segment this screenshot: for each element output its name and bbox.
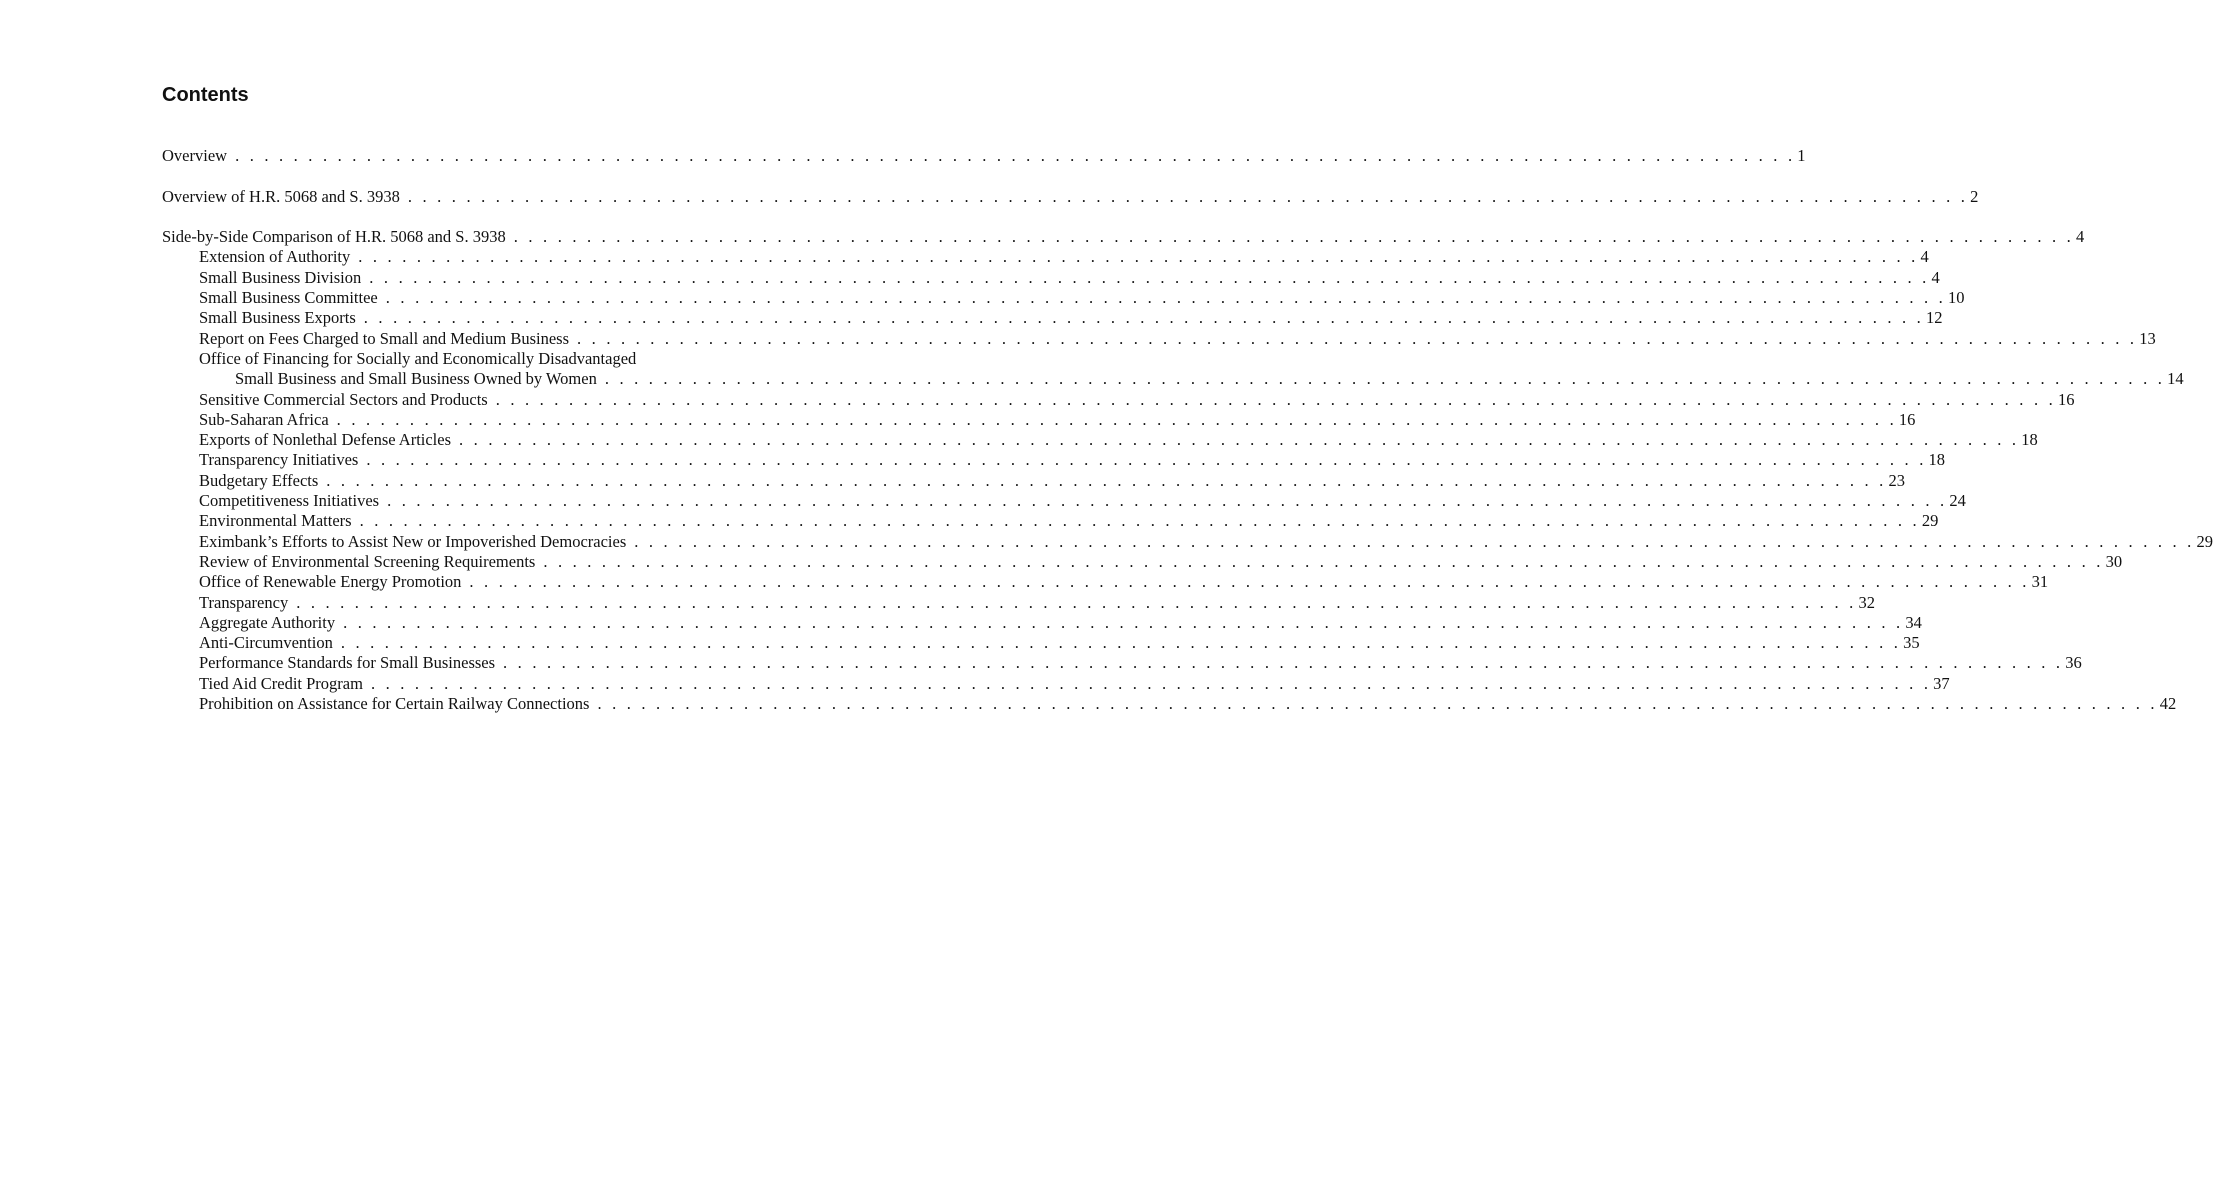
- toc-subentry[interactable]: [162, 328, 2156, 349]
- toc-entry-label: Sensitive Commercial Sectors and Products: [199, 389, 488, 409]
- toc-entry-label: Sub-Saharan Africa: [199, 409, 329, 429]
- toc-entry-label: Overview: [162, 146, 228, 165]
- toc-page-number: 35: [1903, 633, 1920, 653]
- toc-page-number: 34: [1905, 612, 1922, 632]
- dot-leader: . . . . . . . . . . . . . . . . . . . . . . . . . . . . . . . . . . . . . . . . . . . . . . . . . . . . . . . . . . . . . . . . . . . . . . . . . . . . . . . . . . . . . . . . . . . . . . . . . . . . . . . . . . .: [343, 612, 1904, 632]
- toc-entry-label: Office of Renewable Energy Promotion: [199, 572, 462, 592]
- toc-page-number: 1: [1797, 146, 1806, 165]
- toc-page-number: 29: [1921, 511, 1939, 531]
- toc-page-number: 4: [1920, 247, 1929, 267]
- toc-entry-label: Small Business Committee: [199, 288, 378, 308]
- toc-subentry[interactable]: [162, 572, 2049, 592]
- toc-subentry[interactable]: [162, 491, 1966, 511]
- toc-entry-overview-bills[interactable]: [162, 186, 1979, 207]
- toc-page-number: 29: [2196, 531, 2213, 551]
- dot-leader: . . . . . . . . . . . . . . . . . . . . . . . . . . . . . . . . . . . . . . . . . . . . . . . . . . . . . . . . . . . . . . . . . . . . . . . . . . . . . . . . . . . . . . . . . . . . . . . . . . . . . . . . . . .: [513, 227, 2074, 247]
- toc-subentry[interactable]: [162, 511, 1939, 531]
- toc-entry-label: Report on Fees Charged to Small and Medium Business: [199, 328, 570, 348]
- dot-leader: . . . . . . . . . . . . . . . . . . . . . . . . . . . . . . . . . . . . . . . . . . . . . . . . . . . . . . . . . . . . . . . . . . . . . . . . . . . . . . . . . . . . . . . . . . . . . . . . . . . . . . . . . . .: [459, 430, 2020, 450]
- toc-entry-label: Anti-Circumvention: [199, 633, 333, 653]
- dot-leader: . . . . . . . . . . . . . . . . . . . . . . . . . . . . . . . . . . . . . . . . . . . . . . . . . . . . . . . . . . . . . . . . . . . . . . . . . . . . . . . . . . . . . . . . . . . . . . . . . . . . . . . . . . .: [369, 267, 1930, 287]
- dot-leader: . . . . . . . . . . . . . . . . . . . . . . . . . . . . . . . . . . . . . . . . . . . . . . . . . . . . . . . . . . . . . . . . . . . . . . . . . . . . . . . . . . . . . . . . . . . . . . . . . . . . . . . . . . .: [235, 146, 1796, 165]
- dot-leader: . . . . . . . . . . . . . . . . . . . . . . . . . . . . . . . . . . . . . . . . . . . . . . . . . . . . . . . . . . . . . . . . . . . . . . . . . . . . . . . . . . . . . . . . . . . . . . . . . . . . . . . . . . .: [336, 409, 1897, 429]
- toc-entry-label: Budgetary Effects: [199, 470, 319, 490]
- toc-page-number: 14: [2167, 369, 2184, 389]
- dot-leader: . . . . . . . . . . . . . . . . . . . . . . . . . . . . . . . . . . . . . . . . . . . . . . . . . . . . . . . . . . . . . . . . . . . . . . . . . . . . . . . . . . . . . . . . . . . . . . . . . . . . . . . . . . .: [326, 470, 1887, 490]
- toc-entry-label: Prohibition on Assistance for Certain Railway Connections: [199, 694, 590, 714]
- toc-subentry[interactable]: [162, 653, 2082, 673]
- toc-page-number: 12: [1926, 308, 1943, 328]
- toc-subentry[interactable]: [162, 308, 1943, 328]
- toc-page-number: 30: [2105, 551, 2123, 571]
- dot-leader: . . . . . . . . . . . . . . . . . . . . . . . . . . . . . . . . . . . . . . . . . . . . . . . . . . . . . . . . . . . . . . . . . . . . . . . . . . . . . . . . . . . . . . . . . . . . . . . . . . . . . . . . . . .: [634, 531, 2195, 551]
- toc-subentry[interactable]: [162, 450, 1946, 470]
- toc-entry-label: Transparency Initiatives: [199, 450, 359, 470]
- page-title: Contents: [162, 84, 249, 106]
- dot-leader: . . . . . . . . . . . . . . . . . . . . . . . . . . . . . . . . . . . . . . . . . . . . . . . . . . . . . . . . . . . . . . . . . . . . . . . . . . . . . . . . . . . . . . . . . . . . . . . . . . . . . . . . . . .: [503, 653, 2064, 673]
- toc-entry-label: Tied Aid Credit Program: [199, 673, 363, 693]
- dot-leader: . . . . . . . . . . . . . . . . . . . . . . . . . . . . . . . . . . . . . . . . . . . . . . . . . . . . . . . . . . . . . . . . . . . . . . . . . . . . . . . . . . . . . . . . . . . . . . . . . . . . . . . . . . .: [543, 551, 2104, 571]
- toc-subentry[interactable]: [162, 673, 1950, 694]
- toc-subentry-line-2: [162, 369, 2184, 389]
- toc-subentry[interactable]: [162, 470, 1906, 491]
- toc-subentry[interactable]: [162, 694, 2177, 714]
- toc-subentry[interactable]: [162, 551, 2123, 572]
- toc-entry-side-by-side[interactable]: [162, 227, 2085, 247]
- dot-leader: . . . . . . . . . . . . . . . . . . . . . . . . . . . . . . . . . . . . . . . . . . . . . . . . . . . . . . . . . . . . . . . . . . . . . . . . . . . . . . . . . . . . . . . . . . . . . . . . . . . . . . . . . . .: [359, 511, 1920, 531]
- toc-subentry[interactable]: [162, 288, 1965, 308]
- dot-leader: . . . . . . . . . . . . . . . . . . . . . . . . . . . . . . . . . . . . . . . . . . . . . . . . . . . . . . . . . . . . . . . . . . . . . . . . . . . . . . . . . . . . . . . . . . . . . . . . . . . . . . . . . . .: [296, 592, 1857, 612]
- toc-page-number: 10: [1948, 288, 1965, 308]
- dot-leader: . . . . . . . . . . . . . . . . . . . . . . . . . . . . . . . . . . . . . . . . . . . . . . . . . . . . . . . . . . . . . . . . . . . . . . . . . . . . . . . . . . . . . . . . . . . . . . . . . . . . . . . . . . .: [358, 247, 1919, 267]
- toc-entry-overview[interactable]: [162, 146, 1806, 166]
- toc-subentries-group-a: [162, 247, 2156, 348]
- toc-subentry[interactable]: [162, 409, 1916, 430]
- toc-entry-label: Small Business Division: [199, 267, 362, 287]
- toc-subentry[interactable]: [162, 633, 1920, 653]
- toc-entry-label: Competitiveness Initiatives: [199, 491, 380, 511]
- dot-leader: . . . . . . . . . . . . . . . . . . . . . . . . . . . . . . . . . . . . . . . . . . . . . . . . . . . . . . . . . . . . . . . . . . . . . . . . . . . . . . . . . . . . . . . . . . . . . . . . . . . . . . . . . . .: [577, 328, 2138, 348]
- toc-subentry[interactable]: [162, 389, 2075, 410]
- toc-entry-label: Environmental Matters: [199, 511, 352, 531]
- toc-page-number: 16: [1898, 409, 1916, 429]
- toc-subentries-group-b: [162, 389, 2213, 715]
- toc-page-number: 18: [1928, 450, 1946, 470]
- toc-page-number: 13: [2139, 328, 2156, 348]
- toc-page-number: 16: [2057, 389, 2075, 409]
- toc-page-number: 23: [1888, 470, 1906, 490]
- toc-subentry-wrapped[interactable]: [162, 348, 2184, 390]
- table-of-contents: [162, 146, 2213, 714]
- toc-subentry[interactable]: [162, 430, 2038, 450]
- dot-leader: . . . . . . . . . . . . . . . . . . . . . . . . . . . . . . . . . . . . . . . . . . . . . . . . . . . . . . . . . . . . . . . . . . . . . . . . . . . . . . . . . . . . . . . . . . . . . . . . . . . . . . . . . . .: [340, 633, 1902, 653]
- toc-page-number: 4: [2075, 227, 2085, 247]
- toc-subentry[interactable]: [162, 531, 2213, 552]
- toc-page-number: 24: [1949, 491, 1966, 511]
- toc-subentry[interactable]: [162, 267, 1940, 288]
- dot-leader: . . . . . . . . . . . . . . . . . . . . . . . . . . . . . . . . . . . . . . . . . . . . . . . . . . . . . . . . . . . . . . . . . . . . . . . . . . . . . . . . . . . . . . . . . . . . . . . . . . . . . . . . . . .: [604, 369, 2166, 389]
- dot-leader: . . . . . . . . . . . . . . . . . . . . . . . . . . . . . . . . . . . . . . . . . . . . . . . . . . . . . . . . . . . . . . . . . . . . . . . . . . . . . . . . . . . . . . . . . . . . . . . . . . . . . . . . . . .: [363, 308, 1924, 328]
- toc-entry-label: Review of Environmental Screening Requirements: [199, 551, 536, 571]
- toc-page-number: 42: [2159, 694, 2177, 714]
- toc-subentry[interactable]: [162, 612, 1922, 633]
- toc-entry-label: Performance Standards for Small Businesses: [199, 653, 496, 673]
- toc-subentry[interactable]: [162, 592, 1875, 613]
- dot-leader: . . . . . . . . . . . . . . . . . . . . . . . . . . . . . . . . . . . . . . . . . . . . . . . . . . . . . . . . . . . . . . . . . . . . . . . . . . . . . . . . . . . . . . . . . . . . . . . . . . . . . . . . . . .: [385, 288, 1946, 308]
- dot-leader: . . . . . . . . . . . . . . . . . . . . . . . . . . . . . . . . . . . . . . . . . . . . . . . . . . . . . . . . . . . . . . . . . . . . . . . . . . . . . . . . . . . . . . . . . . . . . . . . . . . . . . . . . . .: [597, 694, 2158, 714]
- toc-entry-label: Overview of H.R. 5068 and S. 3938: [162, 186, 400, 206]
- dot-leader: . . . . . . . . . . . . . . . . . . . . . . . . . . . . . . . . . . . . . . . . . . . . . . . . . . . . . . . . . . . . . . . . . . . . . . . . . . . . . . . . . . . . . . . . . . . . . . . . . . . . . . . . . . .: [370, 673, 1932, 693]
- dot-leader: . . . . . . . . . . . . . . . . . . . . . . . . . . . . . . . . . . . . . . . . . . . . . . . . . . . . . . . . . . . . . . . . . . . . . . . . . . . . . . . . . . . . . . . . . . . . . . . . . . . . . . . . . . .: [469, 572, 2030, 592]
- dot-leader: . . . . . . . . . . . . . . . . . . . . . . . . . . . . . . . . . . . . . . . . . . . . . . . . . . . . . . . . . . . . . . . . . . . . . . . . . . . . . . . . . . . . . . . . . . . . . . . . . . . . . . . . . . .: [387, 491, 1948, 511]
- dot-leader: . . . . . . . . . . . . . . . . . . . . . . . . . . . . . . . . . . . . . . . . . . . . . . . . . . . . . . . . . . . . . . . . . . . . . . . . . . . . . . . . . . . . . . . . . . . . . . . . . . . . . . . . . . .: [407, 186, 1969, 206]
- toc-page-number: 37: [1933, 673, 1950, 693]
- dot-leader: . . . . . . . . . . . . . . . . . . . . . . . . . . . . . . . . . . . . . . . . . . . . . . . . . . . . . . . . . . . . . . . . . . . . . . . . . . . . . . . . . . . . . . . . . . . . . . . . . . . . . . . . . . .: [495, 389, 2056, 409]
- toc-entry-label: Small Business Exports: [199, 308, 356, 328]
- toc-subentry[interactable]: [162, 247, 1929, 267]
- toc-subentry-line-1: [162, 349, 758, 369]
- toc-entry-label: Eximbank’s Efforts to Assist New or Impoverished Democracies: [199, 531, 627, 551]
- toc-page-number: 36: [2065, 653, 2082, 673]
- toc-page-number: 18: [2021, 430, 2038, 450]
- toc-entry-label: Small Business and Small Business Owned by Women: [235, 369, 597, 389]
- toc-entry-label: Office of Financing for Socially and Economically Disadvantaged: [199, 348, 637, 368]
- toc-page-number: 4: [1931, 267, 1940, 287]
- dot-leader: . . . . . . . . . . . . . . . . . . . . . . . . . . . . . . . . . . . . . . . . . . . . . . . . . . . . . . . . . . . . . . . . . . . . . . . . . . . . . . . . . . . . . . . . . . . . . . . . . . . . . . . . . . .: [366, 450, 1927, 470]
- toc-entry-label: Extension of Authority: [199, 247, 351, 267]
- toc-page-number: 32: [1858, 592, 1875, 612]
- toc-page-number: 31: [2031, 572, 2049, 592]
- toc-entry-label: Side-by-Side Comparison of H.R. 5068 and S. 3938: [162, 227, 506, 247]
- toc-entry-label: Aggregate Authority: [199, 612, 336, 632]
- toc-entry-label: Exports of Nonlethal Defense Articles: [199, 430, 452, 450]
- toc-entry-label: Transparency: [199, 592, 289, 612]
- toc-page-number: 2: [1970, 186, 1979, 206]
